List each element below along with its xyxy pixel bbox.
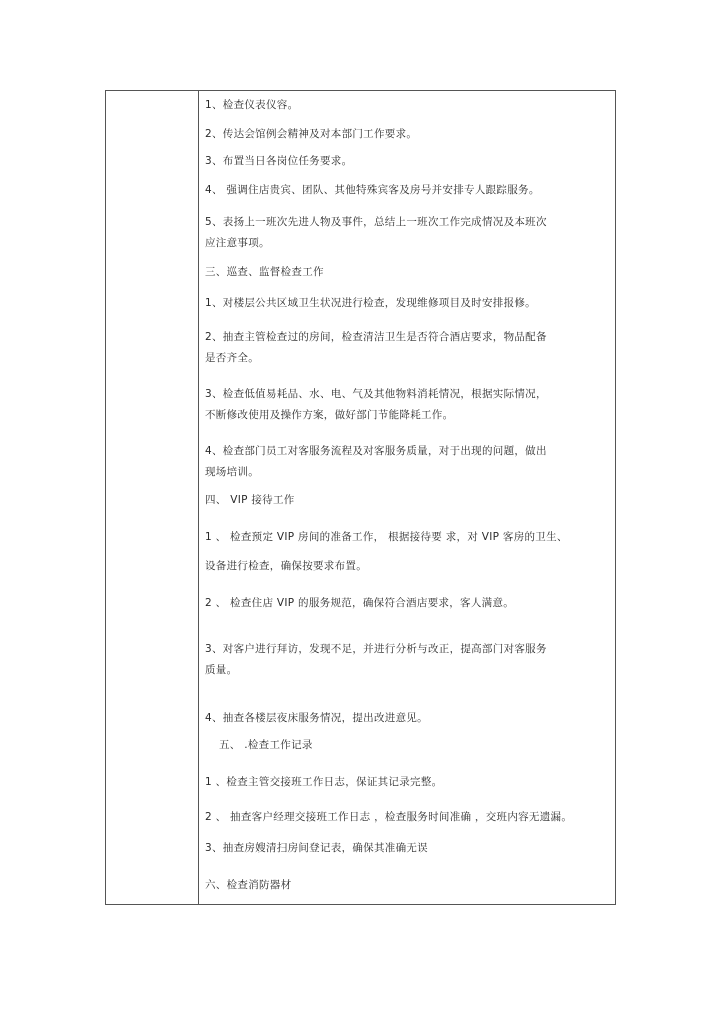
text-line: 应注意事项。 [205,237,270,249]
text-line: 4、检查部门员工对客服务流程及对客服务质量，对于出现的问题，做出 [205,445,547,457]
text-line: 2、传达会馆例会精神及对本部门工作要求。 [205,128,418,140]
text-line: 现场培训。 [205,466,259,478]
content-cell [205,91,609,904]
text-line: 3、布置当日各岗位任务要求。 [205,155,353,167]
text-line: 3、检查低值易耗品、水、电、气及其他物料消耗情况，根据实际情况， [205,388,547,400]
text-line: 设备进行检查，确保按要求布置。 [205,560,367,572]
column-divider [198,91,199,904]
text-line: 3、对客户进行拜访，发现不足，并进行分析与改正，提高部门对客服务 [205,643,547,655]
text-line: 1 、 检查预定 VIP 房间的准备工作， 根据接待要 求，对 VIP 客房的卫生、 [205,531,568,543]
text-line: 1、对楼层公共区域卫生状况进行检查，发现维修项目及时安排报修。 [205,297,536,309]
text-line: 质量。 [205,664,238,676]
text-line: 1、检查仪表仪容。 [205,99,299,111]
text-line: 5、表扬上一班次先进人物及事件，总结上一班次工作完成情况及本班次 [205,216,547,228]
section-heading: 五、 .检查工作记录 [219,739,313,751]
text-line: 4、抽查各楼层夜床服务情况，提出改进意见。 [205,712,428,724]
text-line: 是否齐全。 [205,352,259,364]
content-table [105,90,616,905]
text-line: 2 、 检查住店 VIP 的服务规范，确保符合酒店要求，客人满意。 [205,597,515,609]
text-line: 3、抽查房嫂清扫房间登记表，确保其准确无误 [205,842,428,854]
section-heading: 六、检查消防器材 [205,879,292,891]
text-line: 不断修改使用及操作方案，做好部门节能降耗工作。 [205,409,454,421]
text-line: 1 、检查主管交接班工作日志，保证其记录完整。 [205,776,443,788]
text-line: 4、 强调住店贵宾、团队、其他特殊宾客及房号并安排专人跟踪服务。 [205,184,540,196]
section-heading: 四、 VIP 接待工作 [205,494,295,506]
text-line: 2、抽查主管检查过的房间，检查清洁卫生是否符合酒店要求，物品配备 [205,331,547,343]
text-line: 2 、 抽查客户经理交接班工作日志 ，检查服务时间准确 ，交班内容无遗漏。 [205,811,573,823]
section-heading: 三、巡查、监督检查工作 [205,266,324,278]
